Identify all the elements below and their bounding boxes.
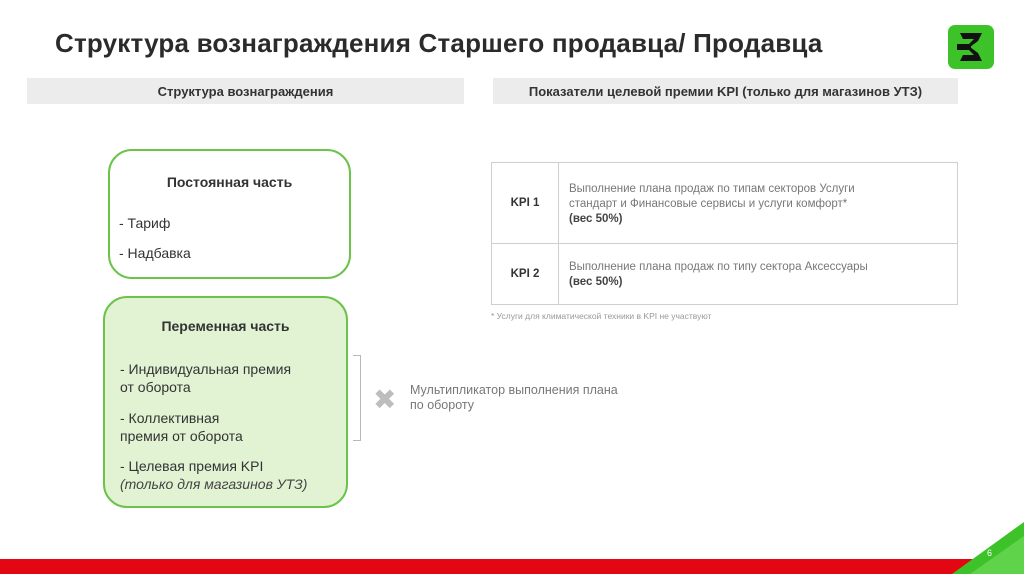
- kpi-footnote: * Услуги для климатической техники в KPI не участвуют: [491, 311, 712, 321]
- variable-part-box: [103, 296, 348, 508]
- kpi-label: KPI 1: [492, 163, 559, 243]
- kpi-row: [492, 163, 957, 244]
- multiplier-text: [410, 383, 650, 413]
- variable-item-individual-line2: от оборота: [120, 379, 191, 395]
- close-icon: ✖: [373, 384, 397, 415]
- corner-accent: [924, 514, 1024, 574]
- fixed-item-bonus: - Надбавка: [119, 245, 191, 261]
- kpi-weight: (вес 50%): [569, 213, 623, 225]
- kpi-description: [569, 260, 949, 290]
- variable-item-kpi-line1: - Целевая премия KPI: [120, 458, 264, 474]
- section-header-structure: Структура вознаграждения: [27, 78, 464, 104]
- kpi-description-line: Выполнение плана продаж по типу сектора Аксессуары: [569, 261, 868, 273]
- variable-part-title: Переменная часть: [161, 318, 290, 334]
- kpi-description-line: Выполнение плана продаж по типам секторов Услуги: [569, 183, 855, 195]
- variable-item-collective: [120, 409, 243, 445]
- bracket-divider: [353, 355, 361, 441]
- fixed-part-title: Постоянная часть: [166, 174, 293, 190]
- kpi-weight: (вес 50%): [569, 276, 623, 288]
- variable-item-kpi: [120, 457, 307, 493]
- variable-item-collective-line2: премия от оборота: [120, 428, 243, 444]
- variable-item-individual-line1: - Индивидуальная премия: [120, 361, 292, 377]
- multiplier-text-line2: по обороту: [410, 398, 475, 412]
- kpi-description: [569, 182, 949, 227]
- kpi-description-line: стандарт и Финансовые сервисы и услуги комфорт*: [569, 198, 848, 210]
- bottom-bar: [0, 559, 1024, 574]
- kpi-label: KPI 2: [492, 243, 559, 304]
- multiplier-text-line1: Мультипликатор выполнения плана: [410, 383, 618, 397]
- slide-title: Структура вознаграждения Старшего продавца/ Продавца: [55, 28, 823, 58]
- brand-logo: [948, 25, 994, 69]
- variable-item-kpi-note: (только для магазинов УТЗ): [120, 476, 308, 492]
- fixed-item-tariff: - Тариф: [119, 215, 171, 231]
- kpi-table: [491, 162, 958, 305]
- variable-item-collective-line1: - Коллективная: [120, 410, 220, 426]
- fixed-part-box: [108, 149, 351, 279]
- section-header-kpi: Показатели целевой премии KPI (только для магазинов УТЗ): [493, 78, 958, 104]
- page-number: 6: [987, 548, 993, 558]
- variable-item-individual: [120, 360, 291, 396]
- kpi-row: [492, 243, 957, 304]
